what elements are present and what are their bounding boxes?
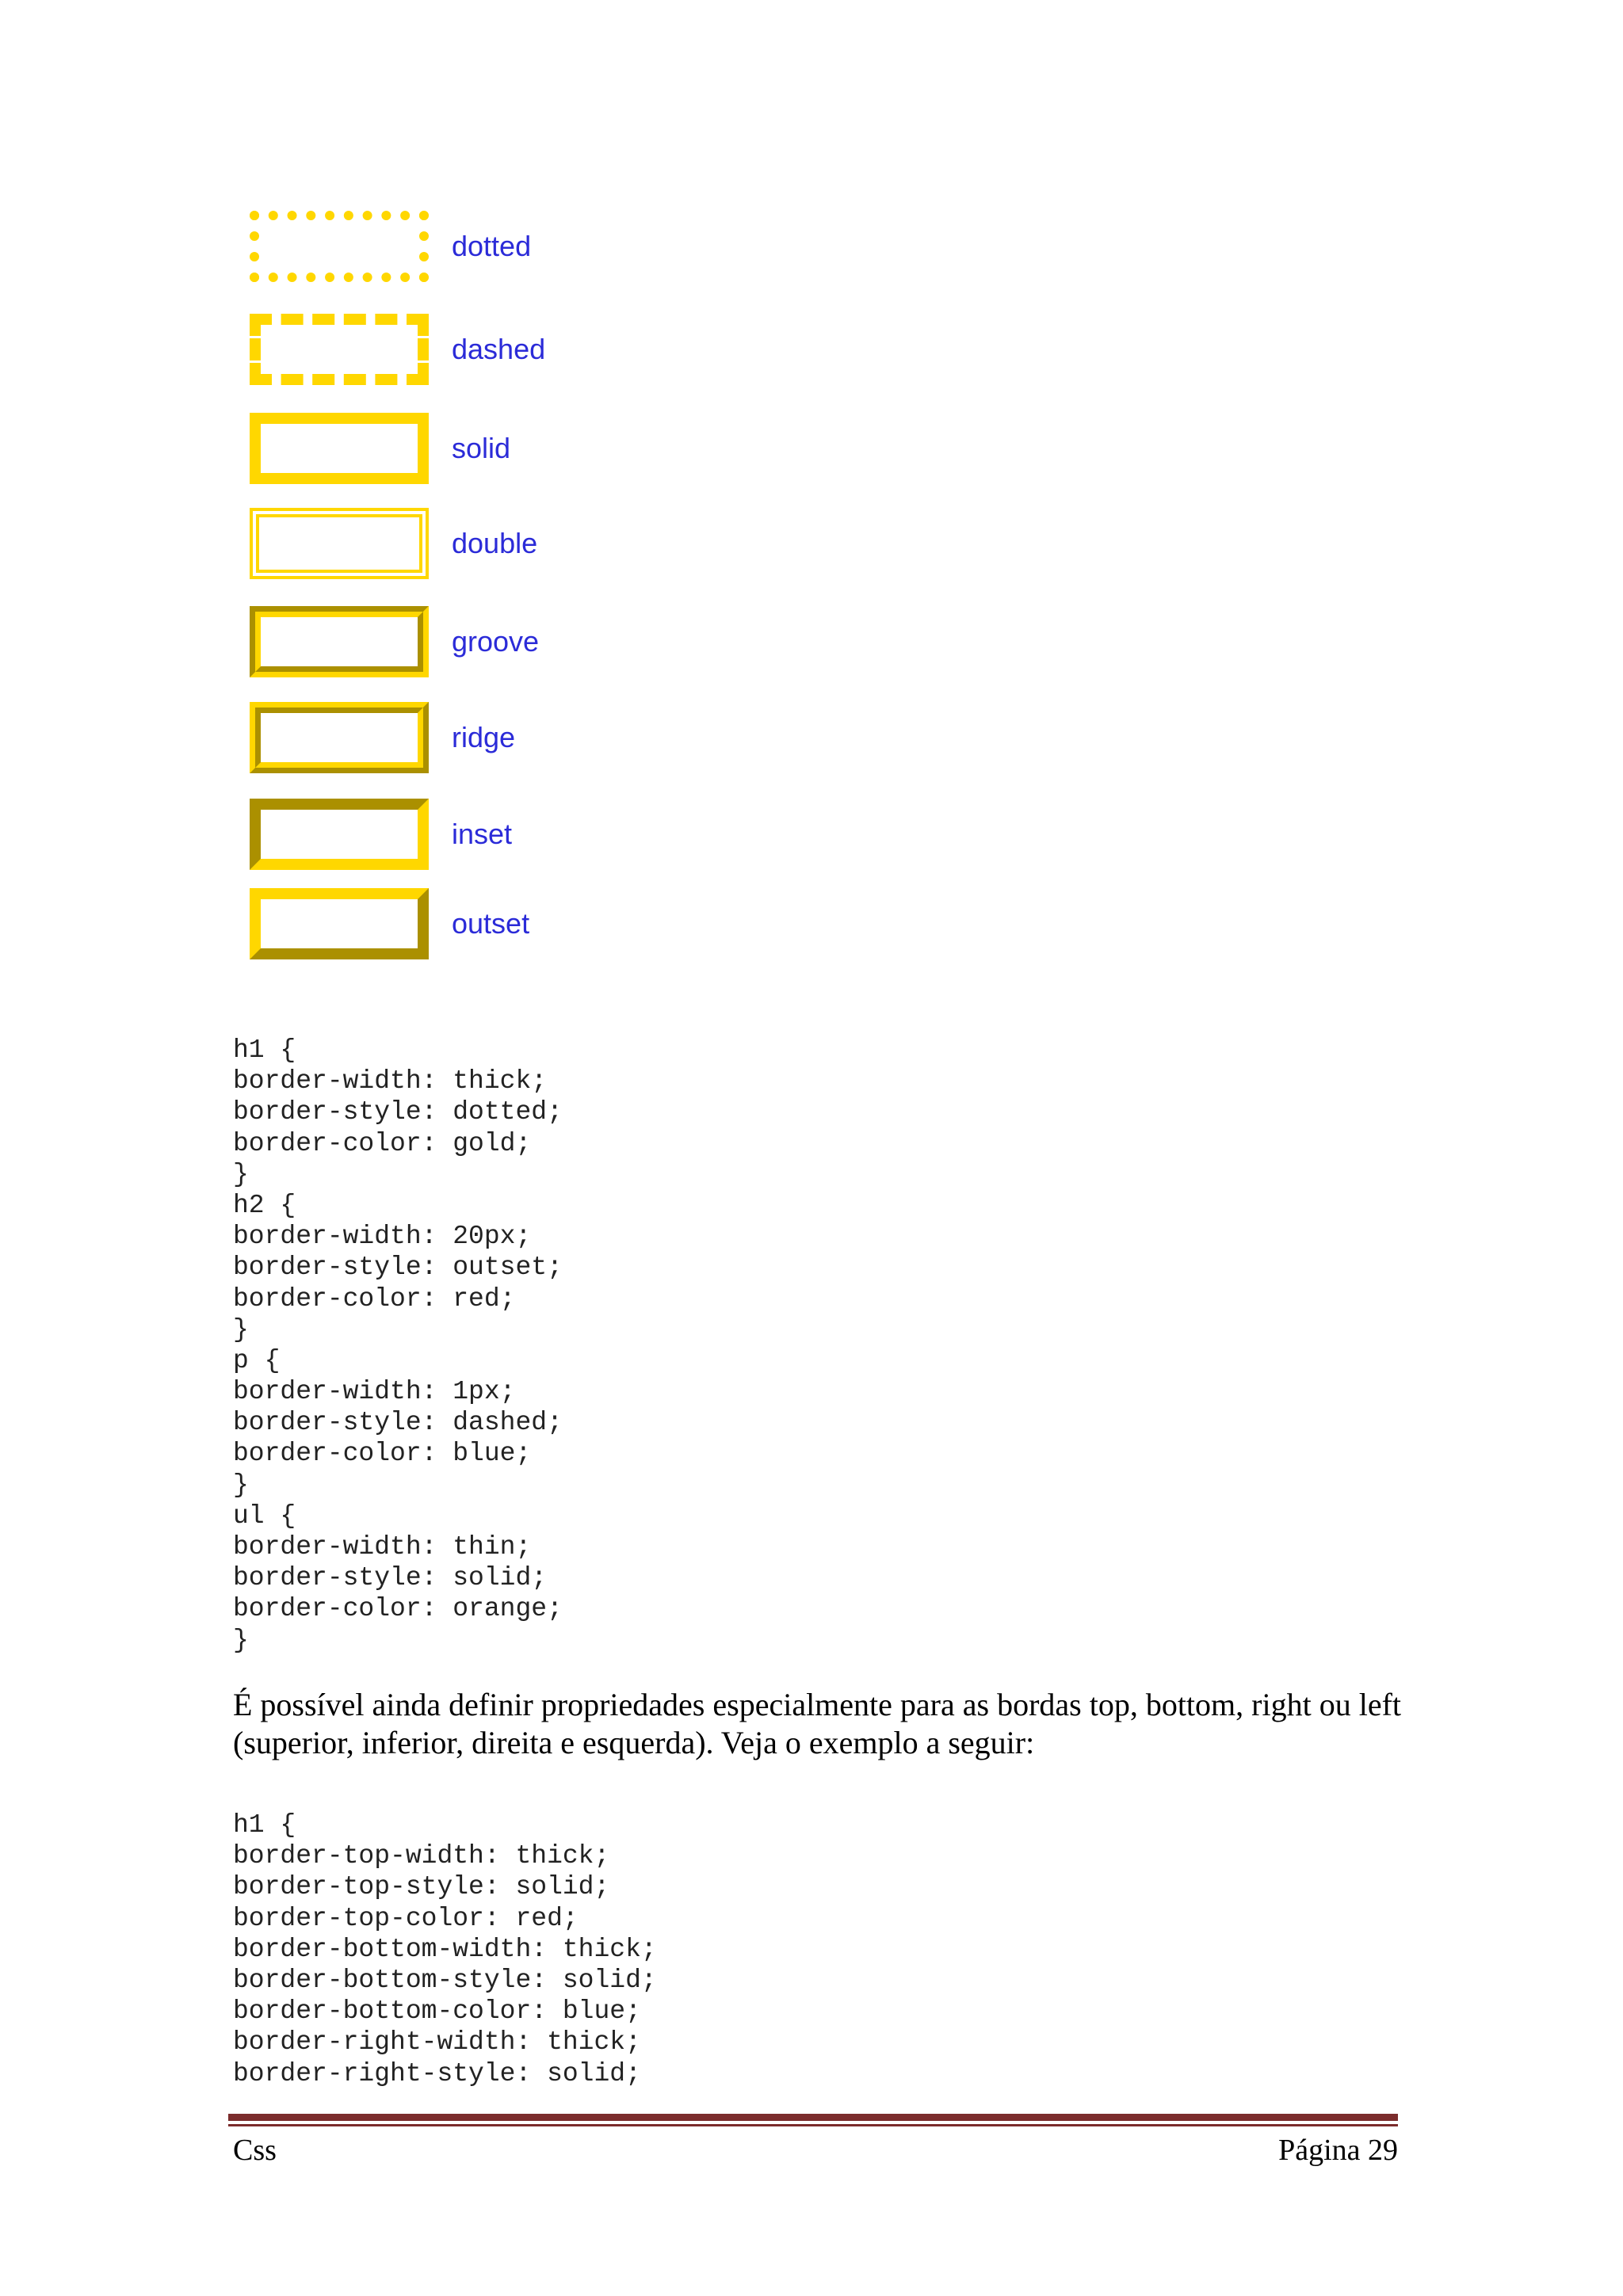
example-dashed	[250, 314, 662, 385]
outset-border-box	[250, 888, 429, 959]
dashed-border-box	[250, 314, 429, 385]
code-line: border-color: blue;	[233, 1439, 532, 1469]
example-outset	[250, 888, 662, 959]
code-line: border-top-style: solid;	[233, 1872, 610, 1902]
solid-label: solid	[452, 432, 511, 464]
ridge-label: ridge	[452, 721, 516, 753]
code-line: border-color: gold;	[233, 1128, 532, 1158]
dotted-label: dotted	[452, 230, 532, 262]
inset-border-box	[250, 799, 429, 870]
code-line: border-color: red;	[233, 1283, 516, 1314]
body-paragraph: É possível ainda definir propriedades especialmente para as bordas top, bottom, right ou left (superior, inferior, direita e esquerda). Veja o exemplo a seguir:	[233, 1687, 1402, 1760]
code-line: }	[233, 1159, 249, 1189]
groove-border-box	[250, 606, 429, 677]
solid-border-box	[250, 413, 429, 484]
code-line: }	[233, 1470, 249, 1500]
page-number: Página 29	[1278, 2134, 1398, 2167]
code-line: border-bottom-color: blue;	[233, 1997, 641, 2027]
dotted-border-box	[250, 211, 429, 282]
code-line: border-right-width: thick;	[233, 2027, 641, 2058]
code-line: border-top-width: thick;	[233, 1841, 610, 1871]
code-line: border-bottom-width: thick;	[233, 1934, 657, 1964]
code-line: border-right-style: solid;	[233, 2058, 641, 2088]
code-line: }	[233, 1314, 249, 1344]
code-line: border-color: orange;	[233, 1594, 563, 1624]
inset-label: inset	[452, 818, 513, 850]
code-line: h1 {	[233, 1035, 296, 1065]
code-line: border-bottom-style: solid;	[233, 1965, 657, 1995]
code-line: border-style: dotted;	[233, 1097, 563, 1127]
footer-title: Css	[233, 2134, 277, 2167]
code-line: h2 {	[233, 1190, 296, 1220]
code-line: border-width: 1px;	[233, 1377, 516, 1407]
example-groove	[250, 606, 662, 677]
example-ridge	[250, 702, 662, 773]
code-line: ul {	[233, 1501, 296, 1531]
double-label: double	[452, 527, 538, 559]
code-line: h1 {	[233, 1810, 296, 1840]
footer-rule-thin	[228, 2124, 1398, 2126]
example-dotted	[250, 211, 662, 282]
code-line: border-width: thin;	[233, 1532, 532, 1562]
code-line: border-style: outset;	[233, 1253, 563, 1283]
groove-label: groove	[452, 625, 540, 658]
code-line: }	[233, 1625, 249, 1655]
dashed-label: dashed	[452, 333, 546, 365]
code-line: p {	[233, 1345, 281, 1375]
example-solid	[250, 413, 662, 484]
code-block-side-borders	[233, 1810, 657, 2089]
example-inset	[250, 799, 662, 870]
code-line: border-width: 20px;	[233, 1222, 532, 1252]
footer-rule	[228, 2114, 1398, 2121]
code-line: border-width: thick;	[233, 1066, 548, 1097]
double-border-box	[250, 508, 429, 579]
outset-label: outset	[452, 907, 530, 940]
code-line: border-style: solid;	[233, 1563, 548, 1593]
code-line: border-style: dashed;	[233, 1408, 563, 1438]
example-double	[250, 508, 662, 579]
code-block-border-properties	[233, 1035, 563, 1656]
ridge-border-box	[250, 702, 429, 773]
code-line: border-top-color: red;	[233, 1903, 579, 1933]
